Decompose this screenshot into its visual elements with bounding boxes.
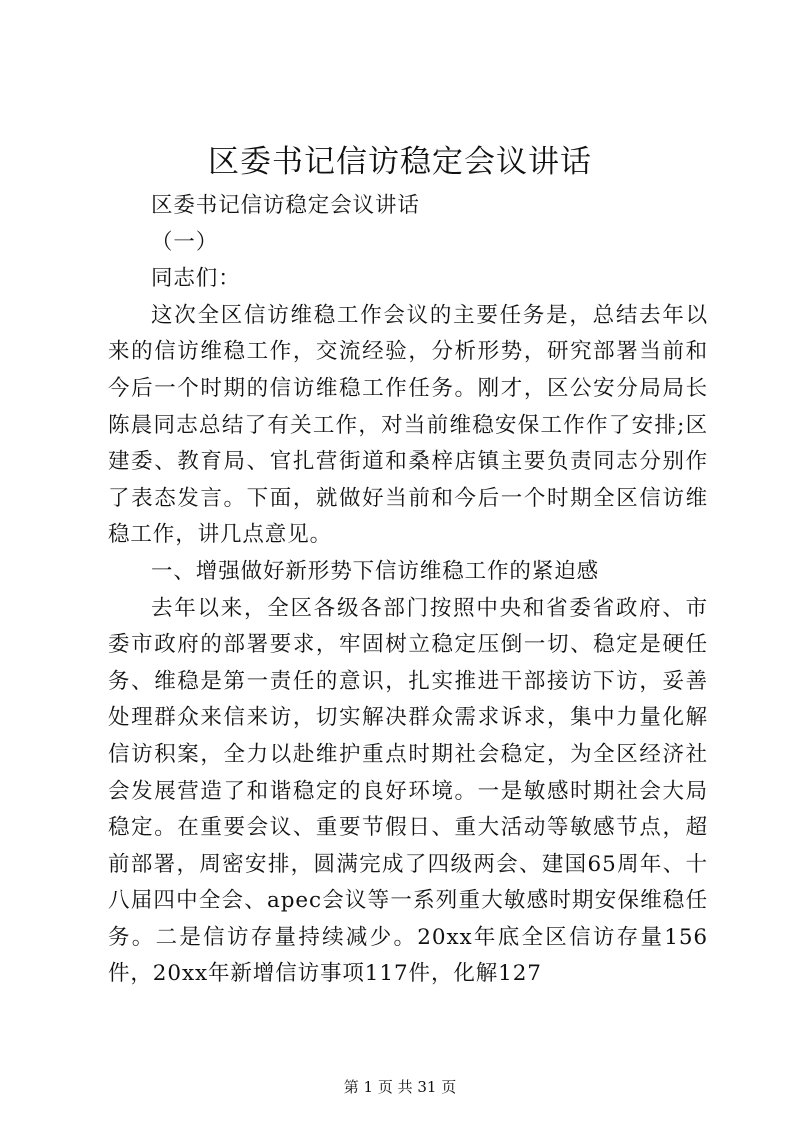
intro-paragraph: 这次全区信访维稳工作会议的主要任务是，总结去年以来的信访维稳工作，交流经验，分析形势，研究部署当前和今后一个时期的信访维稳工作任务。刚才，区公安分局局长陈晨同志总结了有关工作，对当前维稳安保工作作了安排;区建委、教育局、官扎营街道和桑梓店镇主要负责同志分别作了表态发言。下面，就做好当前和今后一个时期全区信访维稳工作，讲几点意见。	[108, 302, 708, 548]
section-number-paragraph: （一）	[151, 229, 219, 255]
document-title: 区委书记信访稳定会议讲话	[208, 144, 592, 180]
section-heading: 一、增强做好新形势下信访维稳工作的紧迫感	[151, 558, 600, 584]
salutation-paragraph: 同志们：	[151, 266, 241, 292]
page-footer: 第 1 页 共 31 页	[343, 1078, 457, 1096]
subtitle-paragraph: 区委书记信访稳定会议讲话	[151, 193, 420, 218]
document-body	[108, 188, 708, 993]
body-paragraph: 去年以来，全区各级各部门按照中央和省委省政府、市委市政府的部署要求，牢固树立稳定压倒一切、稳定是硬任务、维稳是第一责任的意识，扎实推进干部接访下访，妥善处理群众来信来访，切实解决群众需求诉求，集中力量化解信访积案，全力以赴维护重点时期社会稳定，为全区经济社会发展营造了和谐稳定的良好环境。一是敏感时期社会大局稳定。在重要会议、重要节假日、重大活动等敏感节点，超前部署，周密安排，圆满完成了四级两会、建国65周年、十八届四中全会、apec会议等一系列重大敏感时期安保维稳任务。二是信访存量持续减少。20xx年底全区信访存量156件，20xx年新增信访事项117件，化解127	[108, 595, 708, 987]
